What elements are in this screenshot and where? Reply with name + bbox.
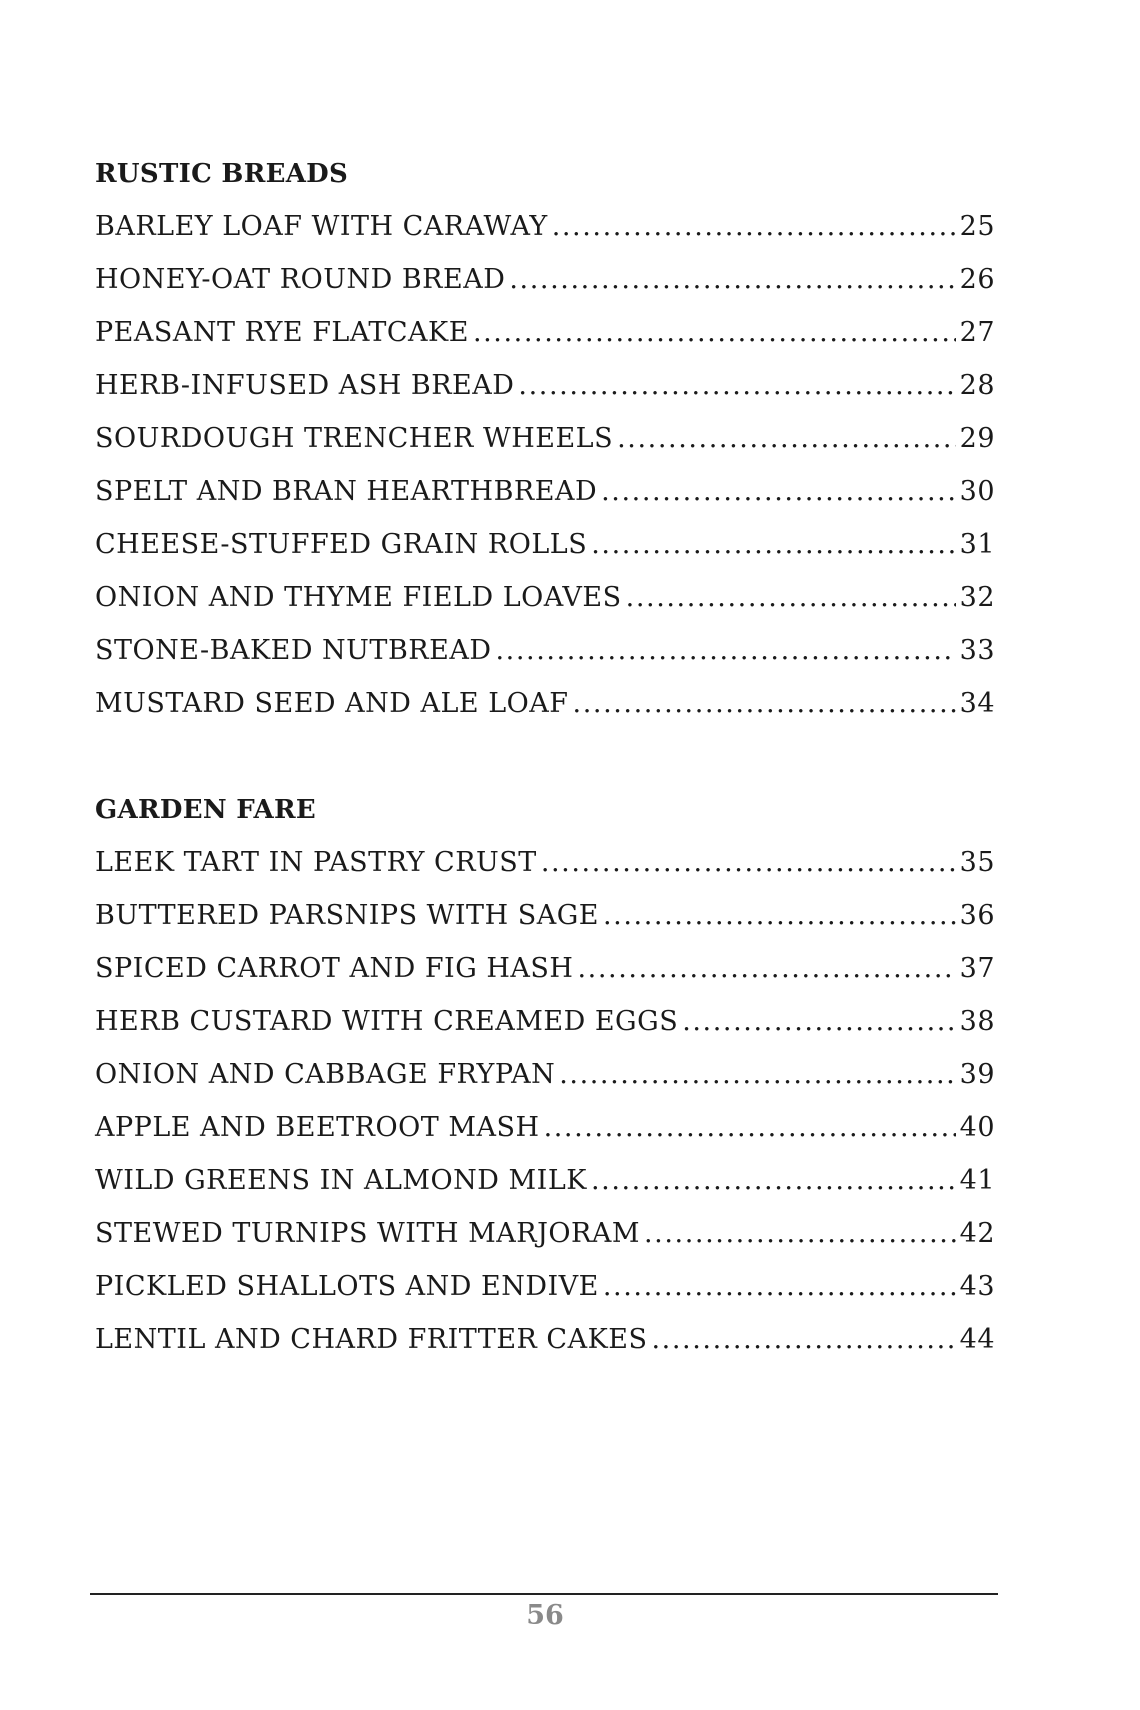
dot-leader bbox=[603, 1260, 956, 1313]
entry-page-number: 35 bbox=[959, 847, 995, 878]
entry-title: PEASANT RYE FLATCAKE bbox=[95, 317, 469, 348]
entry-page-number: 29 bbox=[959, 423, 995, 454]
entry-title: BARLEY LOAF WITH CARAWAY bbox=[95, 211, 548, 242]
dot-leader bbox=[518, 359, 955, 412]
toc-entry[interactable] bbox=[95, 412, 995, 465]
entry-title: PICKLED SHALLOTS AND ENDIVE bbox=[95, 1271, 599, 1302]
dot-leader bbox=[591, 1154, 956, 1207]
entry-title: SOURDOUGH TRENCHER WHEELS bbox=[95, 423, 614, 454]
toc-entry[interactable] bbox=[95, 624, 995, 677]
dot-leader bbox=[603, 889, 956, 942]
toc-list bbox=[95, 836, 995, 1366]
toc-entry[interactable] bbox=[95, 1101, 995, 1154]
dot-leader bbox=[682, 995, 955, 1048]
toc-list bbox=[95, 200, 995, 730]
entry-page-number: 30 bbox=[959, 476, 995, 507]
section-heading: GARDEN FARE bbox=[95, 795, 316, 825]
entry-page-number: 26 bbox=[959, 264, 995, 295]
entry-title: ONION AND CABBAGE FRYPAN bbox=[95, 1059, 556, 1090]
toc-section-rustic-breads bbox=[95, 148, 995, 730]
dot-leader bbox=[509, 253, 955, 306]
dot-leader bbox=[552, 200, 956, 253]
dot-leader bbox=[544, 1101, 956, 1154]
toc-entry[interactable] bbox=[95, 836, 995, 889]
entry-page-number: 39 bbox=[959, 1059, 995, 1090]
dot-leader bbox=[573, 677, 956, 730]
entry-title: SPELT AND BRAN HEARTHBREAD bbox=[95, 476, 598, 507]
entry-page-number: 43 bbox=[959, 1271, 995, 1302]
toc-entry[interactable] bbox=[95, 1313, 995, 1366]
dot-leader bbox=[473, 306, 956, 359]
dot-leader bbox=[626, 571, 956, 624]
entry-title: APPLE AND BEETROOT MASH bbox=[95, 1112, 540, 1143]
entry-title: HERB-INFUSED ASH BREAD bbox=[95, 370, 515, 401]
section-heading: RUSTIC BREADS bbox=[95, 159, 349, 189]
toc-entry[interactable] bbox=[95, 1207, 995, 1260]
entry-page-number: 44 bbox=[959, 1324, 995, 1355]
toc-entry[interactable] bbox=[95, 942, 995, 995]
dot-leader bbox=[651, 1313, 955, 1366]
toc-entry[interactable] bbox=[95, 306, 995, 359]
footer-divider bbox=[90, 1593, 998, 1595]
dot-leader bbox=[644, 1207, 956, 1260]
entry-title: HONEY-OAT ROUND BREAD bbox=[95, 264, 506, 295]
entry-page-number: 25 bbox=[959, 211, 995, 242]
entry-page-number: 28 bbox=[959, 370, 995, 401]
entry-title: MUSTARD SEED AND ALE LOAF bbox=[95, 688, 569, 719]
entry-title: CHEESE-STUFFED GRAIN ROLLS bbox=[95, 529, 588, 560]
table-of-contents bbox=[95, 148, 995, 1366]
toc-entry[interactable] bbox=[95, 677, 995, 730]
entry-title: WILD GREENS IN ALMOND MILK bbox=[95, 1165, 587, 1196]
toc-entry[interactable] bbox=[95, 571, 995, 624]
entry-title: STONE-BAKED NUTBREAD bbox=[95, 635, 492, 666]
toc-entry[interactable] bbox=[95, 889, 995, 942]
toc-entry[interactable] bbox=[95, 465, 995, 518]
entry-page-number: 36 bbox=[959, 900, 995, 931]
toc-entry[interactable] bbox=[95, 995, 995, 1048]
entry-title: ONION AND THYME FIELD LOAVES bbox=[95, 582, 622, 613]
entry-page-number: 32 bbox=[959, 582, 995, 613]
toc-section-garden-fare bbox=[95, 784, 995, 1366]
dot-leader bbox=[495, 624, 955, 677]
entry-page-number: 34 bbox=[959, 688, 995, 719]
dot-leader bbox=[577, 942, 955, 995]
dot-leader bbox=[541, 836, 956, 889]
entry-title: SPICED CARROT AND FIG HASH bbox=[95, 953, 574, 984]
dot-leader bbox=[617, 412, 956, 465]
entry-title: HERB CUSTARD WITH CREAMED EGGS bbox=[95, 1006, 679, 1037]
entry-page-number: 38 bbox=[959, 1006, 995, 1037]
toc-entry[interactable] bbox=[95, 518, 995, 571]
dot-leader bbox=[601, 465, 956, 518]
dot-leader bbox=[591, 518, 955, 571]
entry-page-number: 33 bbox=[959, 635, 995, 666]
toc-entry[interactable] bbox=[95, 1154, 995, 1207]
toc-entry[interactable] bbox=[95, 359, 995, 412]
dot-leader bbox=[559, 1048, 955, 1101]
toc-entry[interactable] bbox=[95, 1048, 995, 1101]
toc-entry[interactable] bbox=[95, 253, 995, 306]
entry-title: LENTIL AND CHARD FRITTER CAKES bbox=[95, 1324, 648, 1355]
entry-title: BUTTERED PARSNIPS WITH SAGE bbox=[95, 900, 599, 931]
page-number: 56 bbox=[526, 1600, 564, 1631]
entry-page-number: 27 bbox=[959, 317, 995, 348]
entry-page-number: 40 bbox=[959, 1112, 995, 1143]
toc-entry[interactable] bbox=[95, 1260, 995, 1313]
entry-page-number: 42 bbox=[959, 1218, 995, 1249]
section-spacer bbox=[95, 730, 995, 784]
entry-title: STEWED TURNIPS WITH MARJORAM bbox=[95, 1218, 640, 1249]
entry-page-number: 37 bbox=[959, 953, 995, 984]
entry-title: LEEK TART IN PASTRY CRUST bbox=[95, 847, 537, 878]
toc-entry[interactable] bbox=[95, 200, 995, 253]
entry-page-number: 41 bbox=[959, 1165, 995, 1196]
entry-page-number: 31 bbox=[959, 529, 995, 560]
